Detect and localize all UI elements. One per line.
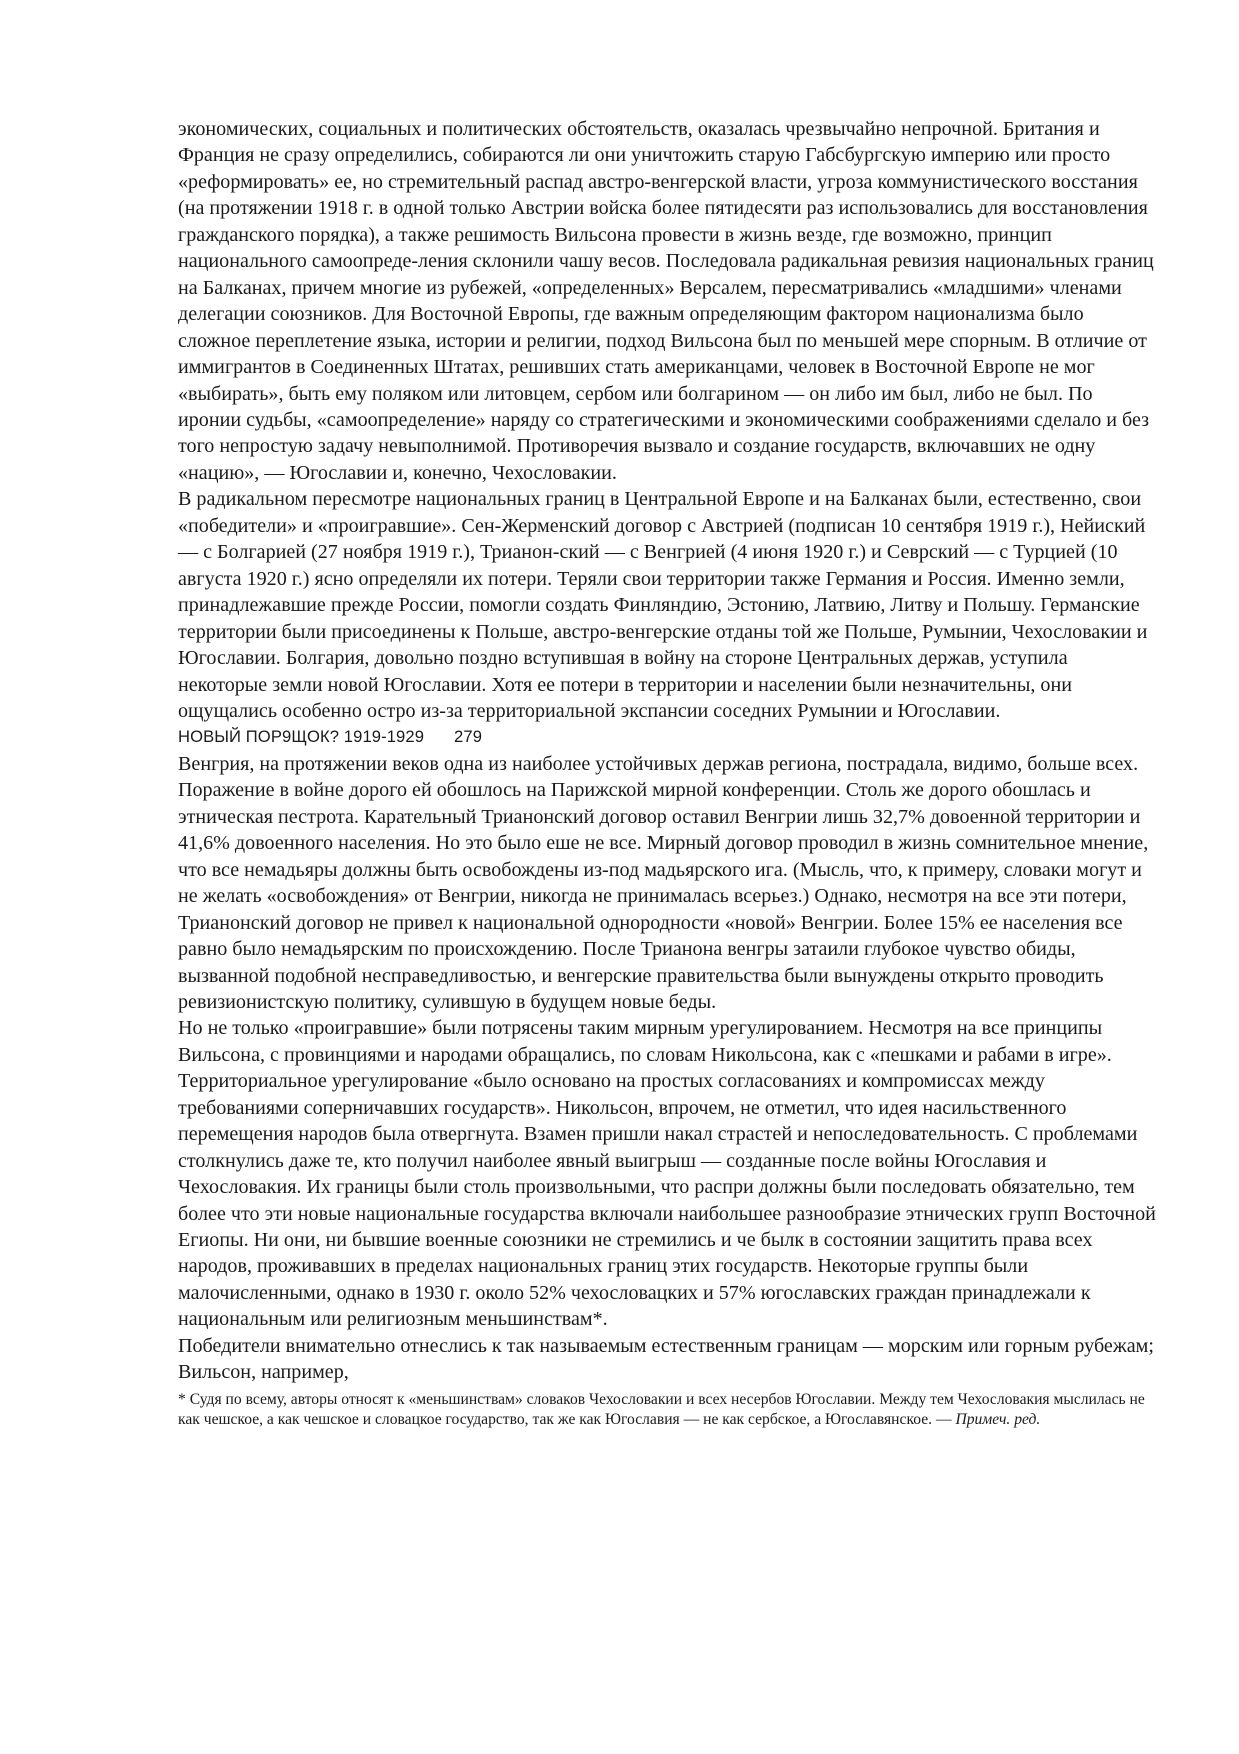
running-header-title: НОВЫЙ ПОР9ЩОК? 1919-1929 xyxy=(178,727,425,747)
paragraph-1: экономических, социальных и политических обстоятельств, оказалась чрезвычайно непрочной. Британия и Франция не сразу определились, собираются ли они уничтожить старую Габсбургскую империю или просто «реформировать» ее, но стремительный распад австро-венгерской власти, угроза коммунистического восстания (на протяжении 1918 г. в одной только Австрии войска более пятидесяти раз использовались для восстановления гражданского порядка), а также решимость Вильсона провести в жизнь везде, где возможно, принцип национального самоопреде-ления склонили чашу весов. Последовала радикальная ревизия национальных границ на Балканах, причем многие из рубежей, «определенных» Версалем, пересматривались «младшими» членами делегации союзников. Для Восточной Европы, где важным определяющим фактором национализма было сложное переплетение языка, истории и религии, подход Вильсона был по меньшей мере спорным. В отличие от иммигрантов в Соединенных Штатах, решивших стать американцами, человек в Восточной Европе не мог «выбирать», быть ему поляком или литовцем, сербом или болгарином — он либо им был, либо не был. По иронии судьбы, «самоопределение» наряду со стратегическими и экономическими соображениями сделало и без того непростую задачу невыполнимой. Противоречия вызвало и создание государств, включавших не одну «нацию», — Югославии и, конечно, Чехословакии. xyxy=(178,118,1154,484)
editor-note-label: Примеч. ред. xyxy=(955,1410,1041,1428)
paragraph-2: В радикальном пересмотре национальных границ в Центральной Европе и на Балканах были, естественно, свои «победители» и «проигравшие». Сен-Жерменский договор с Австрией (подписан 10 сентября 1919 г.), Нейиский — с Болгарией (27 ноября 1919 г.), Трианон-ский — с Венгрией (4 июня 1920 г.) и Севрский — с Турцией (10 августа 1920 г.) ясно определяли их потери. Теряли свои территории также Германия и Россия. Именно земли, принадлежавшие прежде России, помогли создать Финляндию, Эстонию, Латвию, Литву и Польшу. Германские территории были присоединены к Польше, австро-венгерские отданы той же Польше, Румынии, Чехословакии и Югославии. Болгария, довольно поздно вступившая в войну на стороне Центральных держав, уступила некоторые земли новой Югославии. Хотя ее потери в территории и населении были незначительны, они ощущались особенно остро из-за территориальной экспансии соседних Румынии и Югославии. xyxy=(178,488,1148,722)
paragraph-3: Венгрия, на протяжении веков одна из наиболее устойчивых держав региона, пострадала, видимо, больше всех. Поражение в войне дорого ей обошлось на Парижской мирной конференции. Столь же дорого обошлась и этническая пестрота. Карательный Трианонский договор оставил Венгрии лишь 32,7% довоенной территории и 41,6% довоенного населения. Но это было еше не все. Мирный договор проводил в жизнь сомнительное мнение, что все немадьяры должны быть освобождены из-под мадьярского ига. (Мысль, что, к примеру, словаки могут и не желать «освобождения» от Венгрии, никогда не принималась всерьез.) Однако, несмотря на все эти потери, Трианонский договор не привел к национальной однородности «новой» Венгрии. Более 15% ее населения все равно было немадьярским по происхождению. После Трианона венгры затаили глубокое чувство обиды, вызванной подобной несправедливостью, и венгерские правительства были вынуждены открыто проводить ревизионистскую политику, сулившую в будущем новые беды. xyxy=(178,752,1149,1013)
paragraph-4: Но не только «проигравшие» были потрясены таким мирным урегулированием. Несмотря на все принципы Вильсона, с провинциями и народами обращались, по словам Никольсона, как с «пешками и рабами в игре». Территориальное урегулирование «было основано на простых согласованиях и компромиссах между требованиями соперничавших государств». Никольсон, впрочем, не отметил, что идея насильственного перемещения народов была отвергнута. Взамен пришли накал страстей и непоследовательность. С проблемами столкнулись даже те, кто получил наиболее явный выигрыш — созданные после войны Югославия и Чехословакия. Их границы были столь произвольными, что распри должны были последовать обязательно, тем более что эти новые национальные государства включали наибольшее разнообразие этнических групп Восточной Егиопы. Ни они, ни бывшие военные союзники не стремились и че былк в состоянии защитить права всех народов, проживавших в пределах национальных границ этих государств. Некоторые группы были малочисленными, однако в 1930 г. около 52% чехословацких и 57% югославских граждан принадлежали к национальным или религиозным меньшинствам*. xyxy=(178,1017,1156,1331)
page-number: 279 xyxy=(454,727,483,747)
paragraph-5: Победители внимательно отнеслись к так называемым естественным границам — морским или горным рубежам; Вильсон, например, xyxy=(178,1334,1154,1384)
document-page xyxy=(178,116,1160,1430)
footnote xyxy=(178,1390,1160,1430)
running-header xyxy=(178,724,1160,750)
footnote-text: * Судя по всему, авторы относят к «меньшинствам» словаков Чехословакии и всех несербов Югославии. Между тем Чехословакия мыслилась не как чешское, а как чешское и словацкое государство, так же как Югославия — не как сербское, а Югославянское. — xyxy=(178,1390,1145,1428)
